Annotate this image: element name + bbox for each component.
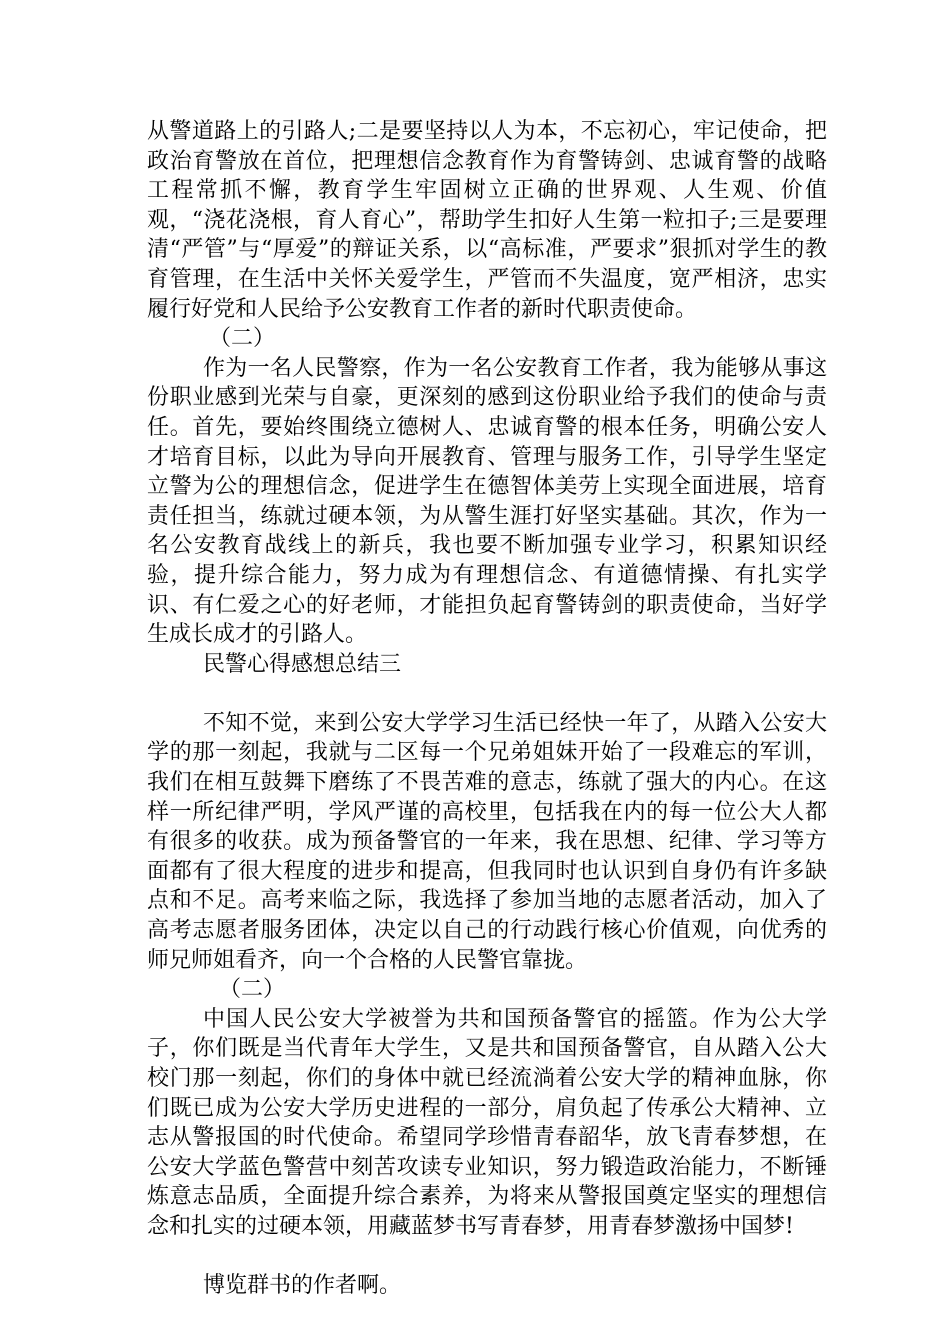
- paragraph-continuation: 从警道路上的引路人;二是要坚持以人为本，不忘初心，牢记使命，把政治育警放在首位，把理想信念教育作为育警铸剑、忠诚育警的战略工程常抓不懈，教育学生牢固树立正确的世界观、人生观、价值观，“浇花浇根，育人育心”，帮助学生扣好人生第一粒扣子;三是要理清“严管”与“厚爱”的辩证关系，以“高标准，严要求”狠抓对学生的教育管理，在生活中关怀关爱学生，严管而不失温度，宽严相济，忠实履行好党和人民给予公安教育工作者的新时代职责使命。: [147, 119, 827, 322]
- paragraph-teacher-duty: 作为一名人民警察，作为一名公安教育工作者，我为能够从事这份职业感到光荣与自豪，更深刻的感到这份职业给予我们的使命与责任。首先，要始终围绕立德树人、忠诚育警的根本任务，明确公安人才培育目标，以此为导向开展教育、管理与服务工作，引导学生坚定立警为公的理想信念，促进学生在德智体美劳上实现全面进展，培育责任担当，练就过硬本领，为从警生涯打好坚实基础。其次，作为一名公安教育战线上的新兵，我也要不断加强专业学习，积累知识经验，提升综合能力，努力成为有理想信念、有道德情操、有扎实学识、有仁爱之心的好老师，才能担负起育警铸剑的职责使命，当好学生成长成才的引路人。: [147, 355, 827, 648]
- section-marker-two: （二）: [209, 326, 276, 352]
- blank-line: [147, 679, 827, 709]
- paragraph-student-year: 不知不觉，来到公安大学学习生活已经快一年了，从踏入公安大学的那一刻起，我就与二区每一个兄弟姐妹开始了一段难忘的军训，我们在相互鼓舞下磨练了不畏苦难的意志，练就了强大的内心。在这样一所纪律严明，学风严谨的高校里，包括我在内的每一位公大人都有很多的收获。成为预备警官的一年来，我在思想、纪律、学习等方面都有了很大程度的进步和提高，但我同时也认识到自身仍有许多缺点和不足。高考来临之际，我选择了参加当地的志愿者活动，加入了高考志愿者服务团体，决定以自己的行动践行核心价值观，向优秀的师兄师姐看齐，向一个合格的人民警官靠拢。: [147, 710, 827, 973]
- section-marker-two-second: （二）: [219, 977, 286, 1003]
- blank-line: [147, 1242, 827, 1272]
- section-heading-three: 民警心得感想总结三: [203, 651, 402, 677]
- document-body: [147, 117, 827, 1301]
- paragraph-university-cradle: 中国人民公安大学被誉为共和国预备警官的摇篮。作为公大学子，你们既是当代青年大学生，又是共和国预备警官，自从踏入公大校门那一刻起，你们的身体中就已经流淌着公安大学的精神血脉，你们既已成为公安大学历史进程的一部分，肩负起了传承公大精神、立志从警报国的时代使命。希望同学珍惜青春韶华，放飞青春梦想，在公安大学蓝色警营中刻苦攻读专业知识，努力锻造政治能力，不断锤炼意志品质，全面提升综合素养，为将来从警报国奠定坚实的理想信念和扎实的过硬本领，用藏蓝梦书写青春梦，用青春梦激扬中国梦!: [147, 1006, 827, 1239]
- paragraph-closing-remark: 博览群书的作者啊。: [203, 1273, 402, 1299]
